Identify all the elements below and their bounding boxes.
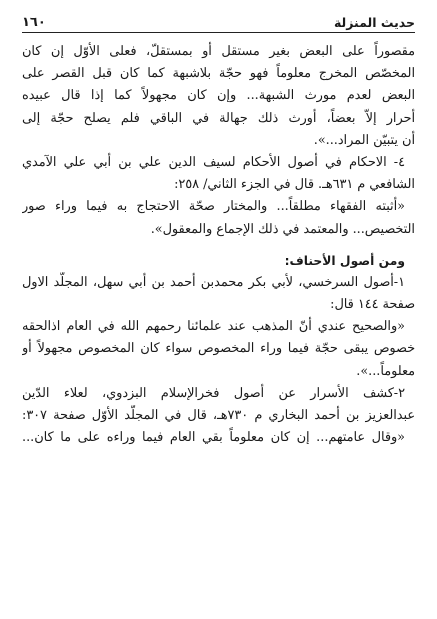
- header-rule: [22, 32, 415, 33]
- text-line: المخصّص المخرج معلوماً فهو حجّة بلاشبهة كما كان قبل القصر على: [22, 66, 415, 82]
- text-line: ٤- الاحكام في أصول الأحكام لسيف الدين علي بن أبي علي الآمدي: [22, 154, 405, 170]
- text-line: صفحة ١٤٤ قال:: [330, 297, 415, 313]
- text-line: ٢-كشف الأسرار عن أصول فخرالإسلام البزدوي، لعلاء الدّين: [22, 385, 405, 401]
- text-line: أن يتبيّن المراد...».: [313, 132, 415, 148]
- text-line: أحرار إلاّ بعضاً، أورث ذلك جهالة في الباقي فلم يصلح حجّة إلى: [22, 110, 415, 126]
- paragraph-gap: [22, 241, 415, 250]
- page-number: ١٦٠: [22, 15, 46, 30]
- text-line: «وقال عامتهم... إن كان معلوماً بقي العام فيما وراءه على ما كان...: [22, 430, 405, 446]
- section-heading: ومن أصول الأحناف:: [284, 253, 405, 268]
- text-line: خصوص يبقى حجّة فيما وراء المخصوص سواء كان المخصوص مجهولاً أو: [22, 341, 415, 357]
- header-title: حديث المنزلة: [333, 15, 415, 30]
- body-text: [22, 41, 415, 449]
- text-line: «والصحيح عندي أنّ المذهب عند علمائنا رحمهم الله في العام اذالحقه: [22, 319, 405, 335]
- text-line: مقصوراً على البعض بغير مستقل أو بمستقلّ، فعلى الأوّل إن كان: [22, 44, 415, 59]
- text-line: ١-أصول السرخسي، لأبي بكر محمدبن أحمد بن أبي سهل، المجلّد الاول: [22, 274, 405, 290]
- text-line: التخصيص... والمعتمد في ذلك الإجماع والمعقول».: [150, 221, 415, 237]
- text-line: معلوماً...».: [356, 363, 415, 379]
- text-line: البعض لعدم مورث الشبهة... وإن كان مجهولاً كما إذا قال عبيده: [22, 88, 415, 104]
- text-line: عبدالعزيز بن أحمد البخاري م ٧٣٠هـ، قال في المجلّد الأوّل صفحة ٣٠٧:: [22, 408, 415, 423]
- text-line: الشافعي م ٦٣١هـ. قال في الجزء الثاني/ ٢٥٨:: [174, 177, 415, 193]
- running-header: [22, 10, 415, 30]
- text-line: «أثبته الفقهاء مطلقاً... والمختار صحّة الاحتجاج به فيما وراء صور: [22, 199, 405, 215]
